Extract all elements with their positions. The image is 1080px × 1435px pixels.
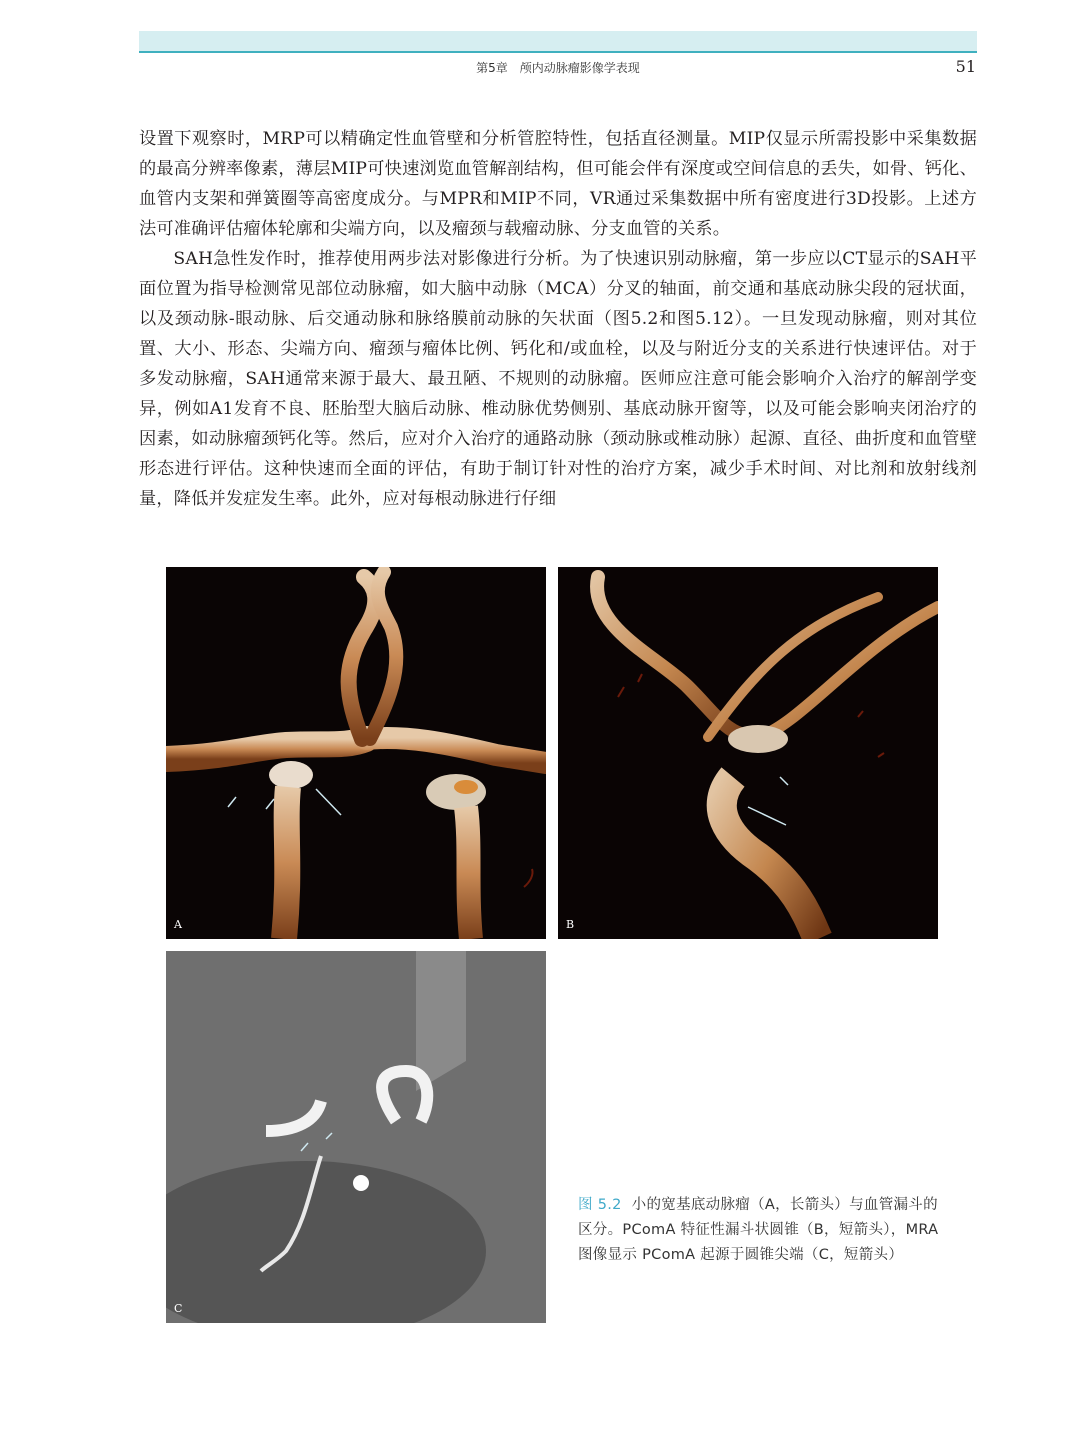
- body-text: [139, 124, 977, 514]
- angiogram-vr-image-a: [166, 567, 546, 939]
- figure-panel-a: [166, 567, 546, 939]
- paragraph: SAH急性发作时，推荐使用两步法对影像进行分析。为了快速识别动脉瘤，第一步应以CT显示的SAH平面位置为指导检测常见部位动脉瘤，如大脑中动脉（MCA）分叉的轴面，前交通和基底动脉尖段的冠状面，以及颈动脉-眼动脉、后交通动脉和脉络膜前动脉的矢状面（图5.2和图5.12）。一旦发现动脉瘤，则对其位置、大小、形态、尖端方向、瘤颈与瘤体比例、钙化和/或血栓，以及与附近分支的关系进行快速评估。对于多发动脉瘤，SAH通常来源于最大、最丑陋、不规则的动脉瘤。医师应注意可能会影响介入治疗的解剖学变异，例如A1发育不良、胚胎型大脑后动脉、椎动脉优势侧别、基底动脉开窗等，以及可能会影响夹闭治疗的因素，如动脉瘤颈钙化等。然后，应对介入治疗的通路动脉（颈动脉或椎动脉）起源、直径、曲折度和血管壁形态进行评估。这种快速而全面的评估，有助于制订针对性的治疗方案，减少手术时间、对比剂和放射线剂量，降低并发症发生率。此外，应对每根动脉进行仔细: [139, 249, 977, 509]
- panel-label: B: [566, 918, 575, 931]
- figure-caption-text: 小的宽基底动脉瘤（A，长箭头）与血管漏斗的区分。PComA 特征性漏斗状圆锥（B，短箭头），MRA 图像显示 PComA 起源于圆锥尖端（C，短箭头）: [578, 1197, 939, 1263]
- panel-label: C: [174, 1302, 183, 1315]
- running-header: 第5章 颅内动脉瘤影像学表现: [476, 61, 640, 75]
- paragraph: 设置下观察时，MRP可以精确定性血管壁和分析管腔特性，包括直径测量。MIP仅显示所需投影中采集数据的最高分辨率像素，薄层MIP可快速浏览血管解剖结构，但可能会伴有深度或空间信息的丢失，如骨、钙化、血管内支架和弹簧圈等高密度成分。与MPR和MIP不同，VR通过采集数据中所有密度进行3D投影。上述方法可准确评估瘤体轮廓和尖端方向，以及瘤颈与载瘤动脉、分支血管的关系。: [139, 129, 977, 239]
- figure-caption: [578, 1193, 940, 1268]
- header-band: [139, 31, 977, 53]
- mra-image-c: [166, 951, 546, 1323]
- page-number: 51: [955, 57, 976, 76]
- angiogram-vr-image-b: [558, 567, 938, 939]
- figure-panel-c: [166, 951, 546, 1323]
- figure-panel-b: [558, 567, 938, 939]
- panel-label: A: [174, 918, 182, 931]
- figure-caption-label: 图 5.2: [578, 1197, 622, 1213]
